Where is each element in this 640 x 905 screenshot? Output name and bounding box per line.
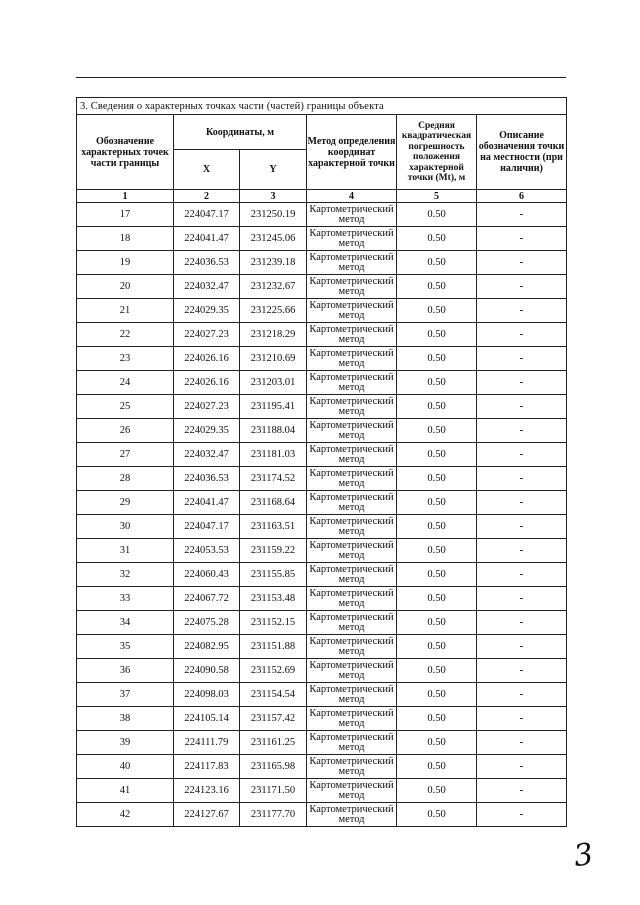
description-cell: - <box>477 731 567 755</box>
error-value: 0.50 <box>397 659 477 683</box>
column-number: 4 <box>307 190 397 203</box>
description-cell: - <box>477 227 567 251</box>
method-cell: Картометрический метод <box>307 419 397 443</box>
error-value: 0.50 <box>397 419 477 443</box>
x-coordinate: 224026.16 <box>174 347 240 371</box>
y-coordinate: 231177.70 <box>240 803 307 827</box>
y-coordinate: 231174.52 <box>240 467 307 491</box>
x-coordinate: 224067.72 <box>174 587 240 611</box>
x-coordinate: 224060.43 <box>174 563 240 587</box>
method-cell: Картометрический метод <box>307 227 397 251</box>
section-title: 3. Сведения о характерных точках части (частей) границы объекта <box>77 98 567 115</box>
error-value: 0.50 <box>397 347 477 371</box>
description-cell: - <box>477 347 567 371</box>
point-number: 30 <box>77 515 174 539</box>
x-coordinate: 224098.03 <box>174 683 240 707</box>
header-error: Средняя квадратическая погрешность положения характерной точки (Mt), м <box>397 115 477 190</box>
error-value: 0.50 <box>397 275 477 299</box>
table-row <box>77 539 567 563</box>
error-value: 0.50 <box>397 539 477 563</box>
x-coordinate: 224029.35 <box>174 299 240 323</box>
table-row <box>77 443 567 467</box>
point-number: 40 <box>77 755 174 779</box>
table-row <box>77 467 567 491</box>
x-coordinate: 224047.17 <box>174 515 240 539</box>
method-cell: Картометрический метод <box>307 251 397 275</box>
error-value: 0.50 <box>397 395 477 419</box>
method-cell: Картометрический метод <box>307 347 397 371</box>
y-coordinate: 231152.69 <box>240 659 307 683</box>
column-numbers-row <box>77 190 567 203</box>
description-cell: - <box>477 275 567 299</box>
table-row <box>77 347 567 371</box>
point-number: 25 <box>77 395 174 419</box>
point-number: 22 <box>77 323 174 347</box>
error-value: 0.50 <box>397 251 477 275</box>
method-cell: Картометрический метод <box>307 635 397 659</box>
table-row <box>77 491 567 515</box>
table-row <box>77 683 567 707</box>
point-number: 41 <box>77 779 174 803</box>
column-number: 1 <box>77 190 174 203</box>
header-coordinates: Координаты, м <box>174 115 307 150</box>
column-number: 6 <box>477 190 567 203</box>
error-value: 0.50 <box>397 587 477 611</box>
y-coordinate: 231155.85 <box>240 563 307 587</box>
points-table <box>76 97 567 827</box>
y-coordinate: 231151.88 <box>240 635 307 659</box>
x-coordinate: 224036.53 <box>174 251 240 275</box>
header-point-designation: Обозначение характерных точек части границы <box>77 115 174 190</box>
description-cell: - <box>477 659 567 683</box>
y-coordinate: 231165.98 <box>240 755 307 779</box>
y-coordinate: 231168.64 <box>240 491 307 515</box>
table-row <box>77 803 567 827</box>
description-cell: - <box>477 707 567 731</box>
description-cell: - <box>477 443 567 467</box>
y-coordinate: 231163.51 <box>240 515 307 539</box>
description-cell: - <box>477 635 567 659</box>
method-cell: Картометрический метод <box>307 731 397 755</box>
description-cell: - <box>477 251 567 275</box>
description-cell: - <box>477 755 567 779</box>
method-cell: Картометрический метод <box>307 275 397 299</box>
point-number: 18 <box>77 227 174 251</box>
table-row <box>77 251 567 275</box>
description-cell: - <box>477 563 567 587</box>
description-cell: - <box>477 467 567 491</box>
error-value: 0.50 <box>397 755 477 779</box>
point-number: 36 <box>77 659 174 683</box>
y-coordinate: 231239.18 <box>240 251 307 275</box>
table-row <box>77 395 567 419</box>
point-number: 31 <box>77 539 174 563</box>
error-value: 0.50 <box>397 515 477 539</box>
method-cell: Картометрический метод <box>307 371 397 395</box>
description-cell: - <box>477 419 567 443</box>
table-row <box>77 515 567 539</box>
table-row <box>77 779 567 803</box>
y-coordinate: 231153.48 <box>240 587 307 611</box>
error-value: 0.50 <box>397 563 477 587</box>
table-row <box>77 635 567 659</box>
point-number: 27 <box>77 443 174 467</box>
error-value: 0.50 <box>397 227 477 251</box>
y-coordinate: 231195.41 <box>240 395 307 419</box>
header-description: Описание обозначения точки на местности (при наличии) <box>477 115 567 190</box>
x-coordinate: 224090.58 <box>174 659 240 683</box>
y-coordinate: 231225.66 <box>240 299 307 323</box>
column-number: 5 <box>397 190 477 203</box>
point-number: 34 <box>77 611 174 635</box>
header-method: Метод определения координат характерной точки <box>307 115 397 190</box>
x-coordinate: 224082.95 <box>174 635 240 659</box>
y-coordinate: 231188.04 <box>240 419 307 443</box>
error-value: 0.50 <box>397 467 477 491</box>
y-coordinate: 231171.50 <box>240 779 307 803</box>
x-coordinate: 224026.16 <box>174 371 240 395</box>
method-cell: Картометрический метод <box>307 467 397 491</box>
top-rule <box>76 77 566 78</box>
method-cell: Картометрический метод <box>307 611 397 635</box>
y-coordinate: 231157.42 <box>240 707 307 731</box>
table-row <box>77 299 567 323</box>
y-coordinate: 231232.67 <box>240 275 307 299</box>
table-row <box>77 707 567 731</box>
error-value: 0.50 <box>397 323 477 347</box>
y-coordinate: 231154.54 <box>240 683 307 707</box>
y-coordinate: 231210.69 <box>240 347 307 371</box>
point-number: 24 <box>77 371 174 395</box>
description-cell: - <box>477 683 567 707</box>
method-cell: Картометрический метод <box>307 683 397 707</box>
method-cell: Картометрический метод <box>307 659 397 683</box>
x-coordinate: 224075.28 <box>174 611 240 635</box>
error-value: 0.50 <box>397 443 477 467</box>
x-coordinate: 224032.47 <box>174 443 240 467</box>
y-coordinate: 231203.01 <box>240 371 307 395</box>
method-cell: Картометрический метод <box>307 587 397 611</box>
description-cell: - <box>477 515 567 539</box>
column-number: 2 <box>174 190 240 203</box>
description-cell: - <box>477 779 567 803</box>
table-row <box>77 611 567 635</box>
point-number: 28 <box>77 467 174 491</box>
point-number: 39 <box>77 731 174 755</box>
point-number: 19 <box>77 251 174 275</box>
y-coordinate: 231218.29 <box>240 323 307 347</box>
point-number: 42 <box>77 803 174 827</box>
x-coordinate: 224029.35 <box>174 419 240 443</box>
description-cell: - <box>477 587 567 611</box>
error-value: 0.50 <box>397 635 477 659</box>
table-row <box>77 755 567 779</box>
method-cell: Картометрический метод <box>307 803 397 827</box>
method-cell: Картометрический метод <box>307 755 397 779</box>
method-cell: Картометрический метод <box>307 323 397 347</box>
column-number: 3 <box>240 190 307 203</box>
error-value: 0.50 <box>397 683 477 707</box>
error-value: 0.50 <box>397 203 477 227</box>
point-number: 29 <box>77 491 174 515</box>
error-value: 0.50 <box>397 707 477 731</box>
method-cell: Картометрический метод <box>307 203 397 227</box>
table-row <box>77 563 567 587</box>
description-cell: - <box>477 203 567 227</box>
table-row <box>77 371 567 395</box>
description-cell: - <box>477 539 567 563</box>
y-coordinate: 231245.06 <box>240 227 307 251</box>
point-number: 32 <box>77 563 174 587</box>
method-cell: Картометрический метод <box>307 779 397 803</box>
method-cell: Картометрический метод <box>307 491 397 515</box>
x-coordinate: 224111.79 <box>174 731 240 755</box>
method-cell: Картометрический метод <box>307 515 397 539</box>
y-coordinate: 231250.19 <box>240 203 307 227</box>
y-coordinate: 231181.03 <box>240 443 307 467</box>
x-coordinate: 224036.53 <box>174 467 240 491</box>
x-coordinate: 224041.47 <box>174 227 240 251</box>
error-value: 0.50 <box>397 299 477 323</box>
point-number: 35 <box>77 635 174 659</box>
point-number: 23 <box>77 347 174 371</box>
x-coordinate: 224127.67 <box>174 803 240 827</box>
table-row <box>77 419 567 443</box>
x-coordinate: 224053.53 <box>174 539 240 563</box>
table-row <box>77 731 567 755</box>
point-number: 37 <box>77 683 174 707</box>
x-coordinate: 224123.16 <box>174 779 240 803</box>
description-cell: - <box>477 803 567 827</box>
y-coordinate: 231161.25 <box>240 731 307 755</box>
page-number: 3 <box>571 836 596 875</box>
x-coordinate: 224105.14 <box>174 707 240 731</box>
error-value: 0.50 <box>397 803 477 827</box>
method-cell: Картометрический метод <box>307 539 397 563</box>
table-row <box>77 203 567 227</box>
method-cell: Картометрический метод <box>307 707 397 731</box>
x-coordinate: 224027.23 <box>174 323 240 347</box>
x-coordinate: 224047.17 <box>174 203 240 227</box>
table-row <box>77 587 567 611</box>
description-cell: - <box>477 371 567 395</box>
description-cell: - <box>477 611 567 635</box>
point-number: 21 <box>77 299 174 323</box>
description-cell: - <box>477 491 567 515</box>
error-value: 0.50 <box>397 611 477 635</box>
description-cell: - <box>477 299 567 323</box>
table-row <box>77 323 567 347</box>
table-row <box>77 227 567 251</box>
description-cell: - <box>477 395 567 419</box>
description-cell: - <box>477 323 567 347</box>
table-row <box>77 659 567 683</box>
x-coordinate: 224032.47 <box>174 275 240 299</box>
point-number: 26 <box>77 419 174 443</box>
method-cell: Картометрический метод <box>307 563 397 587</box>
point-number: 20 <box>77 275 174 299</box>
point-number: 38 <box>77 707 174 731</box>
header-x: X <box>174 150 240 190</box>
error-value: 0.50 <box>397 779 477 803</box>
header-y: Y <box>240 150 307 190</box>
point-number: 17 <box>77 203 174 227</box>
method-cell: Картометрический метод <box>307 395 397 419</box>
method-cell: Картометрический метод <box>307 299 397 323</box>
x-coordinate: 224027.23 <box>174 395 240 419</box>
point-number: 33 <box>77 587 174 611</box>
y-coordinate: 231159.22 <box>240 539 307 563</box>
x-coordinate: 224041.47 <box>174 491 240 515</box>
error-value: 0.50 <box>397 731 477 755</box>
x-coordinate: 224117.83 <box>174 755 240 779</box>
error-value: 0.50 <box>397 491 477 515</box>
method-cell: Картометрический метод <box>307 443 397 467</box>
table-row <box>77 275 567 299</box>
error-value: 0.50 <box>397 371 477 395</box>
y-coordinate: 231152.15 <box>240 611 307 635</box>
